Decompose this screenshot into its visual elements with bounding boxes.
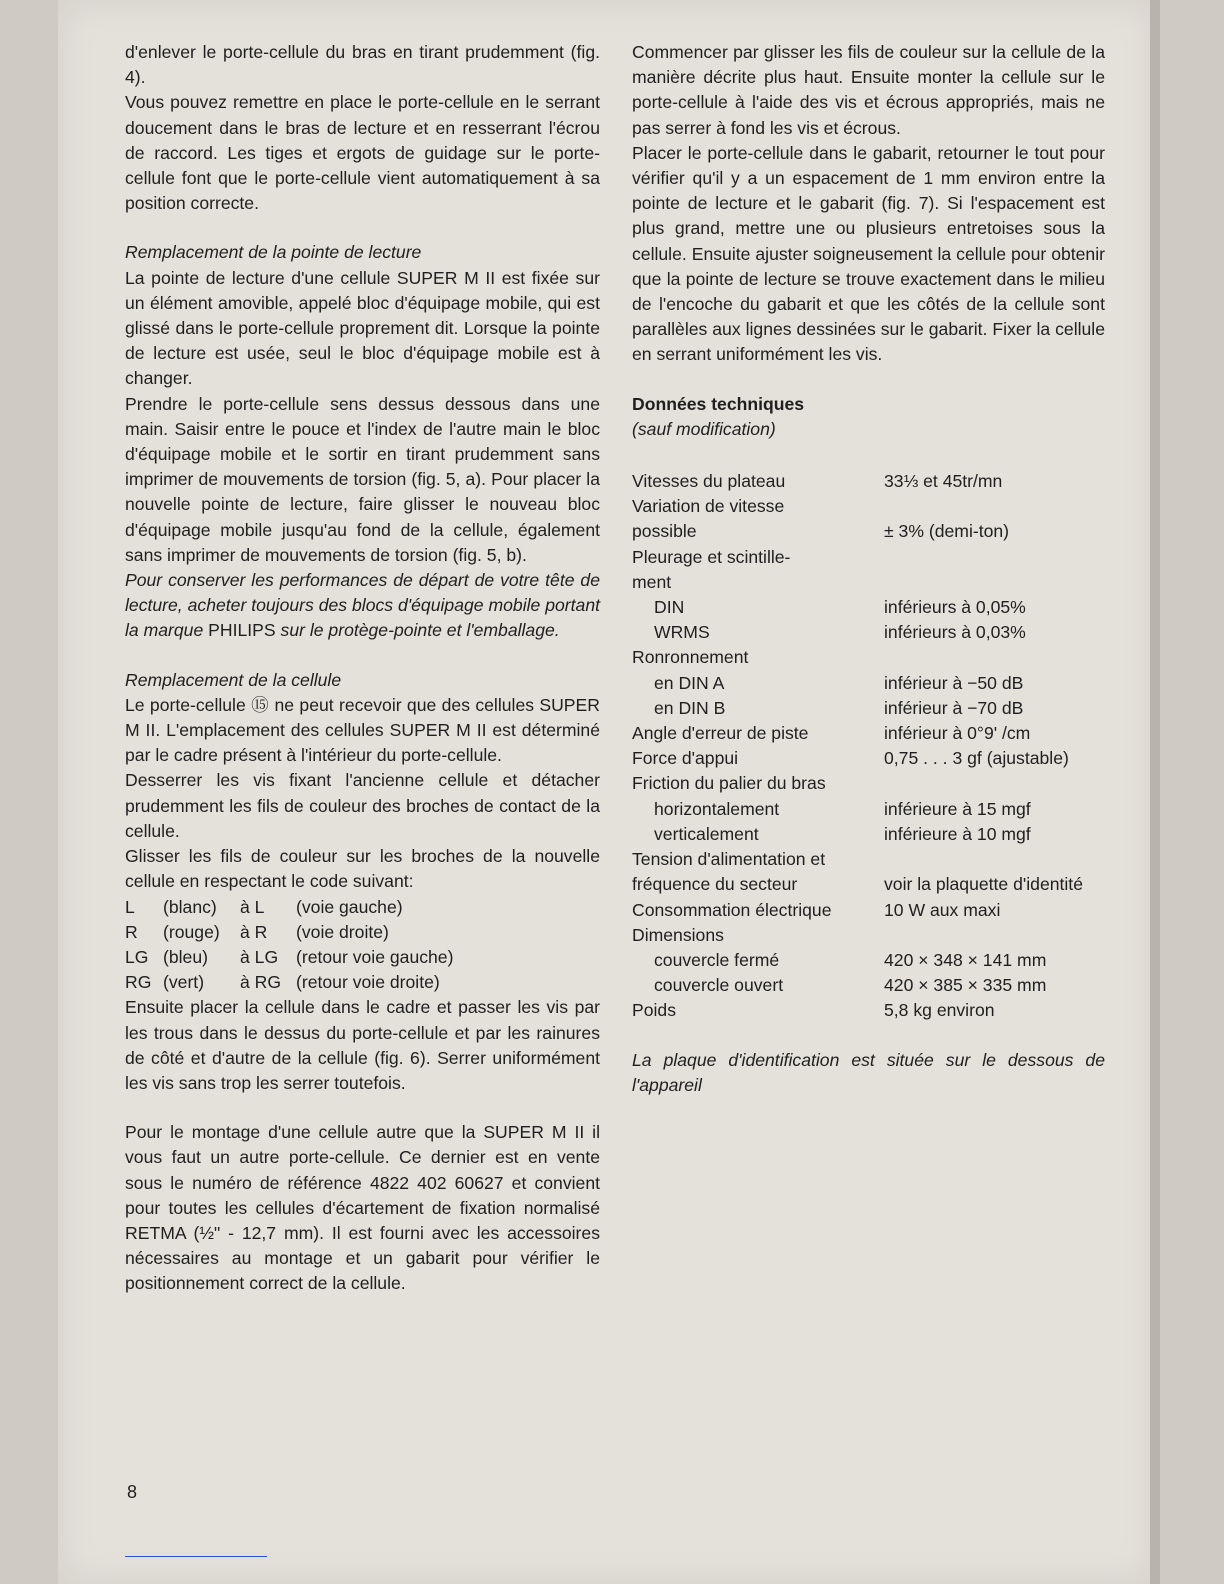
spec-value: inférieure à 15 mgf xyxy=(884,798,1031,819)
spec-value: inférieure à 10 mgf xyxy=(884,823,1031,844)
spec-value: inférieurs à 0,05% xyxy=(884,597,1026,618)
spec-label: Dimensions xyxy=(632,924,724,945)
code-target: à LG xyxy=(240,946,279,967)
spec-label: WRMS xyxy=(654,622,710,643)
stylus-heading: Remplacement de la pointe de lecture xyxy=(125,242,422,263)
spec-label: verticalement xyxy=(654,823,759,844)
cartridge-paragraph-2: Desserrer les vis fixant l'ancienne cellule et détacher prudemment les fils de couleur des broches de contact de la cellule. xyxy=(125,770,600,841)
spec-label: Pleurage et scintille- xyxy=(632,546,791,567)
spec-label: possible xyxy=(632,521,697,542)
spec-label: Variation de vitesse xyxy=(632,496,785,517)
code-desc: (voie gauche) xyxy=(296,896,403,917)
spec-value xyxy=(884,545,1107,570)
identification-note: La plaque d'identification est située sur le dessous de l'appareil xyxy=(632,1049,1105,1095)
code-pin: RG xyxy=(125,972,152,993)
spec-value xyxy=(884,494,1107,519)
intro-paragraph-2: Vous pouvez remettre en place le porte-cellule en le serrant doucement dans le bras de lecture et en resserrant l'écrou de raccord. Les tiges et ergots de guidage sur le porte-cellule font que le porte-cellule vient automatiquement à sa position correcte. xyxy=(125,92,600,214)
spec-row xyxy=(632,519,1107,544)
spec-label: Force d'appui xyxy=(632,748,739,769)
code-color: (bleu) xyxy=(163,946,208,967)
spec-row xyxy=(632,469,1107,494)
spec-row xyxy=(632,923,1107,948)
spec-value: 5,8 kg environ xyxy=(884,1000,995,1021)
spec-row xyxy=(632,998,1107,1023)
cartridge-paragraph-1: Le porte-cellule ⑮ ne peut recevoir que des cellules SUPER M II. L'emplacement des cellules SUPER M II est déterminé par le cadre présent à l'intérieur du porte-cellule. xyxy=(125,694,600,766)
spec-row xyxy=(632,822,1107,847)
page-edge xyxy=(1150,0,1160,1584)
spec-label: Consommation électrique xyxy=(632,899,832,920)
left-column xyxy=(125,40,600,1297)
color-code-row xyxy=(125,945,600,970)
color-code-row xyxy=(125,895,600,920)
spec-label: Angle d'erreur de piste xyxy=(632,723,809,744)
spec-label: fréquence du secteur xyxy=(632,874,798,895)
code-pin: LG xyxy=(125,946,149,967)
spec-value: voir la plaquette d'identité xyxy=(884,874,1083,895)
spec-label: en DIN A xyxy=(654,672,725,693)
cartridge-paragraph-4: Ensuite placer la cellule dans le cadre et passer les vis par les trous dans le dessus du porte-cellule et par les rainures de côté et d'autre de la cellule (fig. 6). Serrer uniformément les vis sans trop les serrer toutefois. xyxy=(125,997,600,1093)
spec-value xyxy=(884,771,1107,796)
stylus-paragraph-1: La pointe de lecture d'une cellule SUPER M II est fixée sur un élément amovible, appelé bloc d'équipage mobile, qui est glissé dans le porte-cellule proprement dit. Lorsque la pointe de lecture est usée, seul le bloc d'équipage mobile est à changer. xyxy=(125,267,600,389)
spec-value: 420 × 385 × 335 mm xyxy=(884,975,1047,996)
mounting-paragraph-1: Commencer par glisser les fils de couleur sur la cellule de la manière décrite plus haut. Ensuite monter la cellule sur le porte-cellule à l'aide des vis et écrous appropriés, mais ne pas serrer à fond les vis et écrous. xyxy=(632,42,1105,138)
color-code-row xyxy=(125,920,600,945)
stylus-paragraph-2: Prendre le porte-cellule sens dessus dessous dans une main. Saisir entre le pouce et l'index de l'autre main le bloc d'équipage mobile et le sortir en tirant prudemment sans imprimer de mouvements de torsion (fig. 5, a). Pour placer la nouvelle pointe de lecture, faire glisser le nouveau bloc d'équipage mobile jusqu'au fond de la cellule, également sans imprimer de mouvements de torsion (fig. 5, b). xyxy=(125,393,600,565)
spec-value: 10 W aux maxi xyxy=(884,899,1001,920)
spec-row xyxy=(632,721,1107,746)
spec-row xyxy=(632,898,1107,923)
spec-row xyxy=(632,973,1107,998)
spec-value: 420 × 348 × 141 mm xyxy=(884,949,1047,970)
spec-value: inférieur à −50 dB xyxy=(884,672,1024,693)
spec-row xyxy=(632,872,1107,897)
footer-link-line xyxy=(125,1556,267,1557)
spec-row xyxy=(632,570,1107,595)
color-code-list xyxy=(125,895,600,996)
spec-label: ment xyxy=(632,571,672,592)
spec-label: couvercle fermé xyxy=(654,949,780,970)
code-target: à R xyxy=(240,921,268,942)
stylus-advice xyxy=(125,568,600,644)
spec-value xyxy=(884,645,1107,670)
cartridge-heading: Remplacement de la cellule xyxy=(125,669,342,690)
advice-text-b: sur le protège-pointe et l'emballage. xyxy=(280,620,560,641)
spec-row xyxy=(632,494,1107,519)
code-target: à RG xyxy=(240,972,282,993)
spec-row xyxy=(632,545,1107,570)
tech-data-subheading: (sauf modification) xyxy=(632,418,776,439)
spec-value xyxy=(884,923,1107,948)
spec-row xyxy=(632,696,1107,721)
code-color: (blanc) xyxy=(163,896,217,917)
spec-label: Friction du palier du bras xyxy=(632,773,826,794)
code-color: (rouge) xyxy=(163,921,220,942)
spec-label: Poids xyxy=(632,1000,677,1021)
code-desc: (retour voie droite) xyxy=(296,972,440,993)
spec-label: couvercle ouvert xyxy=(654,975,784,996)
spec-label: Ronronnement xyxy=(632,647,749,668)
right-column xyxy=(632,40,1105,1098)
spec-label: DIN xyxy=(654,597,685,618)
spec-value: inférieur à −70 dB xyxy=(884,697,1024,718)
spec-value: 33⅓ et 45tr/mn xyxy=(884,471,1003,492)
spec-row xyxy=(632,771,1107,796)
spec-row xyxy=(632,948,1107,973)
spec-value: inférieur à 0°9' /cm xyxy=(884,723,1031,744)
spec-row xyxy=(632,671,1107,696)
spec-label: horizontalement xyxy=(654,798,780,819)
code-target: à L xyxy=(240,896,265,917)
code-pin: R xyxy=(125,921,138,942)
spec-row xyxy=(632,595,1107,620)
spec-label: Vitesses du plateau xyxy=(632,471,786,492)
spec-row xyxy=(632,620,1107,645)
spec-value xyxy=(884,847,1107,872)
advice-text-a: Pour conserver les performances de départ de votre tête de lecture, acheter toujours des blocs d'équipage mobile portant la marque xyxy=(125,570,600,641)
spec-row xyxy=(632,797,1107,822)
spec-row xyxy=(632,746,1107,771)
spec-value: 0,75 . . . 3 gf (ajustable) xyxy=(884,748,1069,769)
spec-label: en DIN B xyxy=(654,697,726,718)
specs-table xyxy=(632,469,1107,1023)
intro-paragraph-1: d'enlever le porte-cellule du bras en tirant prudemment (fig. 4). xyxy=(125,42,600,88)
code-desc: (retour voie gauche) xyxy=(296,946,454,967)
spec-row xyxy=(632,847,1107,872)
tech-data-heading: Données techniques xyxy=(632,393,805,414)
code-pin: L xyxy=(125,896,135,917)
spec-value: inférieurs à 0,03% xyxy=(884,622,1026,643)
mounting-paragraph-2: Placer le porte-cellule dans le gabarit, retourner le tout pour vérifier qu'il y a un espacement de 1 mm environ entre la pointe de lecture et le gabarit (fig. 7). Si l'espacement est plus grand, mettre une ou plusieurs entretoises sous la cellule. Ensuite ajuster soigneusement la cellule pour obtenir que la pointe de lecture se trouve exactement dans le milieu de l'encoche du gabarit et que les côtés de la cellule sont parallèles aux lignes dessinées sur le gabarit. Fixer la cellule en serrant uniformément les vis. xyxy=(632,142,1105,365)
spec-row xyxy=(632,645,1107,670)
spec-label: Tension d'alimentation et xyxy=(632,849,826,870)
code-color: (vert) xyxy=(163,972,205,993)
spec-value xyxy=(884,570,1107,595)
cartridge-paragraph-5: Pour le montage d'une cellule autre que la SUPER M II il vous faut un autre porte-cellule. Ce dernier est en vente sous le numéro de référence 4822 402 60627 et convient pour toutes les cellules d'écartement de fixation normalisé RETMA (½" - 12,7 mm). Il est fourni avec les accessoires nécessaires au montage et un gabarit pour vérifier le positionnement correct de la cellule. xyxy=(125,1122,600,1294)
spec-value: ± 3% (demi-ton) xyxy=(884,521,1010,542)
color-code-row xyxy=(125,970,600,995)
brand-name: PHILIPS xyxy=(208,620,276,641)
cartridge-paragraph-3: Glisser les fils de couleur sur les broches de la nouvelle cellule en respectant le code suivant: xyxy=(125,846,600,892)
page-number: 8 xyxy=(127,1482,138,1502)
code-desc: (voie droite) xyxy=(296,921,389,942)
